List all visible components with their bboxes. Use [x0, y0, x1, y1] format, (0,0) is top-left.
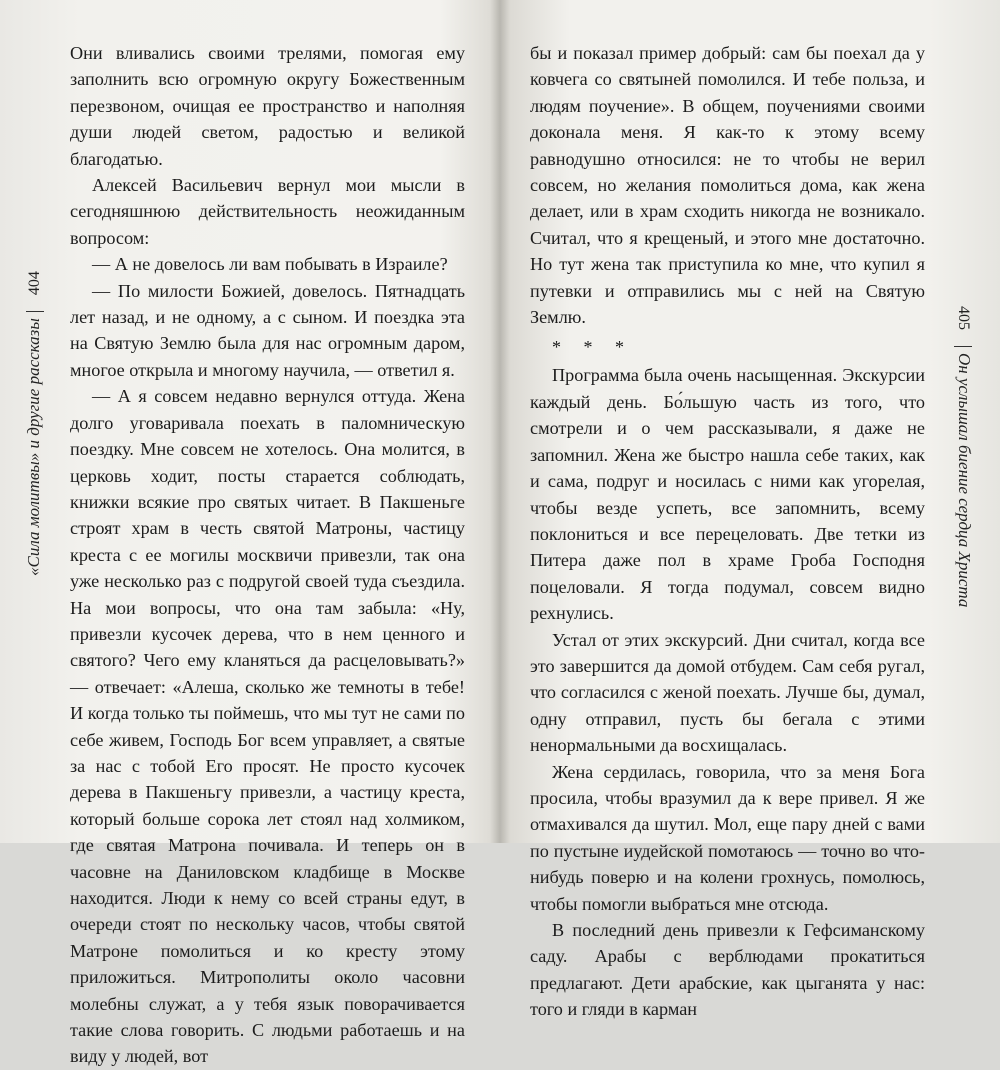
right-header-rule	[954, 346, 972, 347]
left-running-header	[24, 271, 44, 576]
left-paragraph: — По милости Божией, довелось. Пятнадцать лет назад, и не одному, а с сыном. И поездка эта на Святую Землю была для нас огромным даром, многое открыла и многому научила, — ответил я.	[70, 280, 465, 380]
left-header-rule	[26, 311, 44, 312]
right-paragraph: В последний день привезли к Гефсиманскому саду. Арабы с верблюдами прокатиться предлагают. Дети арабские, как цыганята у нас: того и гляди в карман	[530, 920, 925, 1020]
right-paragraph: Жена сердилась, говорила, что за меня Бога просила, чтобы вразумил да к вере привел. Я же отмахивался да шутил. Мол, еще пару дней с вами по пустыне иудейской помотаюсь — точно во что-нибудь поверю и на колени грохнусь, помолюсь, чтобы помогли выбраться мне отсюда.	[530, 761, 925, 914]
right-paragraph: бы и показал пример добрый: сам бы поехал да у ковчега со святыней помолился. И тебе польза, и людям поучение». В общем, поучениями своими доконала меня. Я как-то к этому всему равнодушно относился: не то чтобы не верил совсем, но желания помолиться дома, как жена делает, или в храм сходить никогда не возникало. Считал, что я крещеный, и этого мне достаточно. Но тут жена так приступила ко мне, что купил я путевки и отправились мы с ней на Святую Землю.	[530, 43, 925, 328]
section-break: * * *	[552, 337, 633, 358]
right-paragraph: Программа была очень насыщенная. Экскурсии каждый день. Бо́льшую часть из того, что смотрели и о чем рассказывали, я даже не запомнил. Жена же быстро нашла себе таких, как и сама, подруг и носилась с ними как угорелая, чтобы везде успеть, все запомнить, всему поклониться и все перецеловать. Две тетки из Питера даже пол в храме Гроба Господня поцеловали. Я тогда подумал, совсем видно рехнулись.	[530, 365, 925, 624]
right-paragraph: Устал от этих экскурсий. Дни считал, когда все это завершится да домой отбудем. Сам себя ругал, что согласился с женой поехать. Лучше бы, думал, одну отправил, пусть бы бегала с этими ненормальными да восхищалась.	[530, 629, 925, 756]
right-page-number: 405	[955, 306, 972, 330]
right-running-header	[954, 306, 974, 608]
left-paragraph: — А я совсем недавно вернулся оттуда. Жена долго уговаривала поехать в паломническую поездку. Мне совсем не хотелось. Она молится, в церковь ходит, посты старается соблюдать, книжки всякие про святых читает. В Пакшеньге строят храм в честь святой Матроны, частицу креста с ее могилы москвичи привезли, так она уже несколько раз с подругой своей туда съездила. На мои вопросы, что она там забыла: «Ну, привезли кусочек дерева, что в нем ценного и святого? Чего ему кланяться да расцеловывать?» — отвечает: «Алеша, сколько же темноты в тебе! И когда только ты поймешь, что мы тут не сами по себе живем, Господь Бог всем управляет, а святые за нас с тобой Его просят. Не просто кусочек дерева в Пакшеньгу привезли, а частицу креста, который больше сорока лет стоял над холмиком, где святая Матрона почивала. И теперь он в часовне на Даниловском кладбище в Москве находится. Люди к нему со всей страны едут, в очереди стоят по нескольку часов, чтобы святой Матроне помолиться и ко кресту этому приложиться. Митрополиты около часовни молебны служат, а у тебя язык поворачивается такие слова говорить. С людьми работаешь и на виду у людей, вот	[70, 386, 465, 1067]
left-paragraph: Алексей Васильевич вернул мои мысли в сегодняшнюю действительность неожиданным вопросом:	[70, 175, 465, 248]
right-running-title: Он услышал биение сердца Христа	[955, 353, 974, 608]
left-paragraph: — А не довелось ли вам побывать в Израиле?	[92, 254, 448, 275]
left-paragraph: Они вливались своими трелями, помогая ему заполнить всю огромную округу Божественным перезвоном, очищая ее пространство и наполняя души людей светом, радостью и великой благодатью.	[70, 43, 465, 169]
right-page	[530, 40, 925, 1023]
left-page	[70, 40, 465, 1070]
left-running-title: «Сила молитвы» и другие рассказы	[24, 318, 43, 576]
left-page-number: 404	[26, 271, 43, 296]
